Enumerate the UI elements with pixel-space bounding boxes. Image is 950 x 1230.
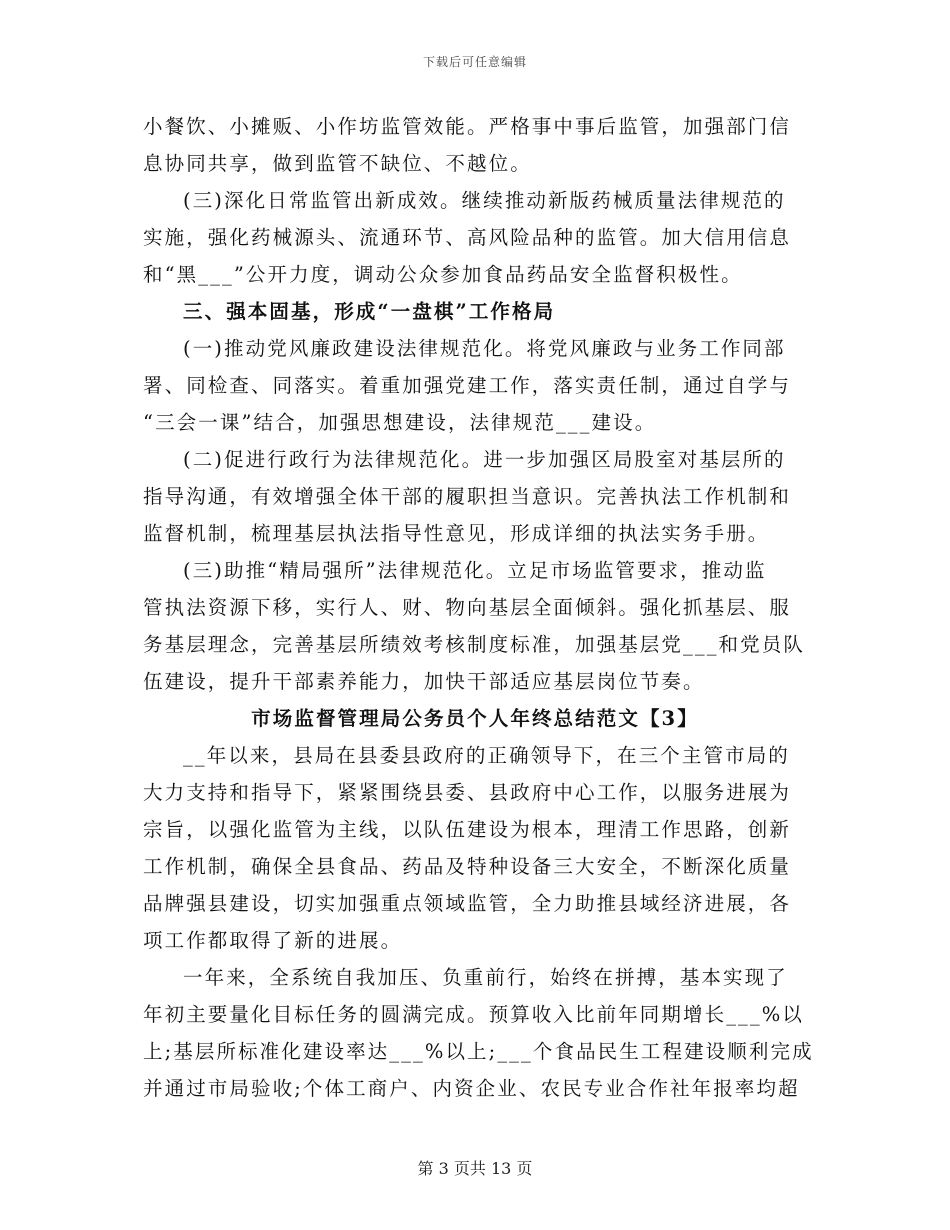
paragraph-line: 指导沟通，有效增强全体干部的履职担当意识。完善执法工作机制和 bbox=[143, 485, 792, 508]
article-title: 市场监督管理局公务员个人年终总结范文【3】 bbox=[251, 707, 699, 730]
paragraph-line: 大力支持和指导下，紧紧围绕县委、县政府中心工作，以服务进展为 bbox=[143, 781, 792, 804]
paragraph-line: 实施，强化药械源头、流通环节、高风险品种的监管。加大信用信息 bbox=[143, 226, 792, 249]
page-footer: 第 3 页共 13 页 bbox=[417, 1159, 533, 1178]
paragraph-line: 年初主要量化目标任务的圆满完成。预算收入比前年同期增长___%以 bbox=[143, 1003, 804, 1026]
paragraph-line: (三)深化日常监管出新成效。继续推动新版药械质量法律规范的 bbox=[183, 189, 786, 212]
section-heading: 三、强本固基，形成“一盘棋”工作格局 bbox=[183, 300, 556, 323]
paragraph-line: 小餐饮、小摊贩、小作坊监管效能。严格事中事后监管，加强部门信 bbox=[143, 115, 792, 138]
paragraph-line: 宗旨，以强化监管为主线，以队伍建设为根本，理清工作思路，创新 bbox=[143, 818, 792, 841]
paragraph-line: 管执法资源下移，实行人、财、物向基层全面倾斜。强化抓基层、服 bbox=[143, 596, 792, 619]
paragraph-line: 和“黑___”公开力度，调动公众参加食品药品安全监督积极性。 bbox=[143, 263, 743, 286]
paragraph-line: 一年来，全系统自我加压、负重前行，始终在拼搏，基本实现了 bbox=[183, 966, 788, 989]
paragraph-line: (一)推动党风廉政建设法律规范化。将党风廉政与业务工作同部 bbox=[183, 337, 786, 360]
paragraph-line: 品牌强县建设，切实加强重点领域监管，全力助推县域经济进展，各 bbox=[143, 892, 792, 915]
paragraph-line: 伍建设，提升干部素养能力，加快干部适应基层岗位节奏。 bbox=[143, 670, 705, 693]
paragraph-line: 上;基层所标准化建设率达___%以上;___个食品民生工程建设顺利完成 bbox=[143, 1040, 814, 1063]
paragraph-line: 务基层理念，完善基层所绩效考核制度标准，加强基层党___和党员队 bbox=[143, 633, 805, 656]
paragraph-line: 息协同共享，做到监管不缺位、不越位。 bbox=[143, 152, 532, 175]
paragraph-line: 并通过市局验收;个体工商户、内资企业、农民专业合作社年报率均超 bbox=[143, 1077, 800, 1100]
paragraph-line: __年以来，县局在县委县政府的正确领导下，在三个主管市局的 bbox=[183, 744, 790, 767]
paragraph-line: 项工作都取得了新的进展。 bbox=[143, 929, 403, 952]
paragraph-line: 监督机制，梳理基层执法指导性意见，形成详细的执法实务手册。 bbox=[143, 522, 770, 545]
paragraph-line: (三)助推“精局强所”法律规范化。立足市场监管要求，推动监 bbox=[183, 559, 767, 582]
paragraph-line: “三会一课”结合，加强思想建设，法律规范___建设。 bbox=[143, 411, 657, 434]
paragraph-line: 工作机制，确保全县食品、药品及特种设备三大安全，不断深化质量 bbox=[143, 855, 792, 878]
page-header: 下载后可任意编辑 bbox=[422, 55, 527, 69]
document-body bbox=[143, 108, 814, 1107]
paragraph-line: 署、同检查、同落实。着重加强党建工作，落实责任制，通过自学与 bbox=[143, 374, 792, 397]
paragraph-line: (二)促进行政行为法律规范化。进一步加强区局股室对基层所的 bbox=[183, 448, 786, 471]
